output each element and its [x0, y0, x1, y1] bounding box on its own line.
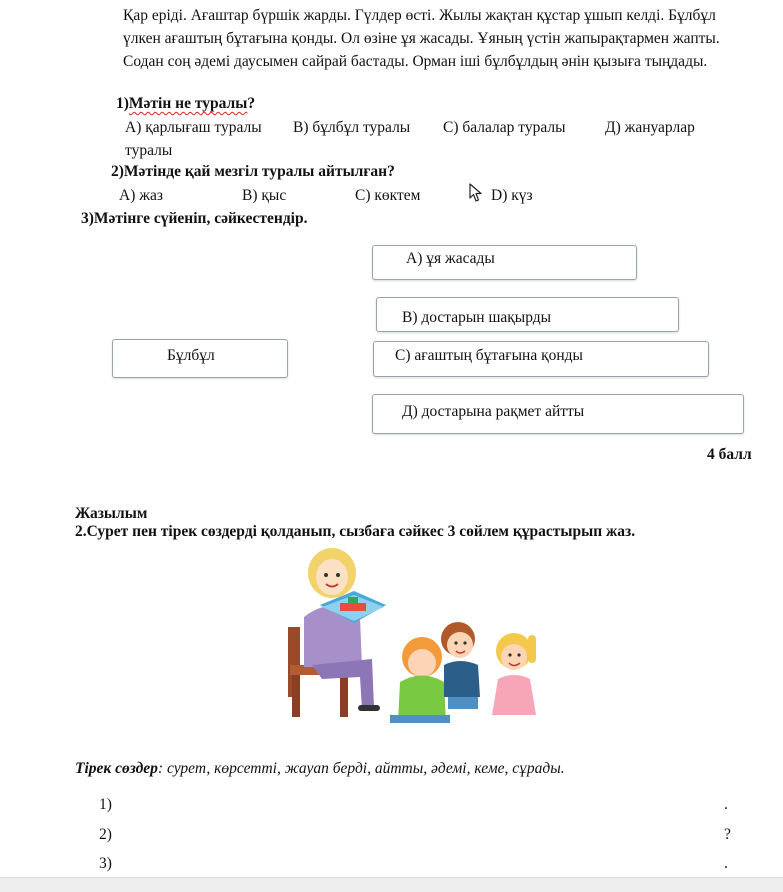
match-box-left: [112, 339, 288, 378]
match-box-d-label: Д) достарына рақмет айтты: [402, 403, 585, 420]
teacher-children-illustration: [282, 547, 552, 729]
writing-heading: Жазылым: [75, 505, 148, 522]
bottom-scroll-strip: [0, 877, 783, 892]
paragraph-text: Қар еріді. Ағаштар бүршік жарды. Гүлдер өсті. Жылы жақтан құстар ұшып келді. Бұлбұл үлкен ағаштың бұтағына қонды. Ол өзіне ұя жасады. Ұяның үстін жапырақтармен жапты. Содан соң әдемі даусымен сайрай бастады. Орман іші бұлбұлдың әнін қызыға тыңдады.: [123, 7, 720, 70]
answer-line-3-number: 3): [99, 855, 112, 872]
match-box-c: [373, 341, 709, 377]
match-box-b: [376, 297, 679, 332]
writing-task: 2.Сурет пен тірек сөздерді қолданып, сызбаға сәйкес 3 сөйлем құрастырып жаз.: [75, 523, 636, 540]
match-box-c-label: C) ағаштың бұтағына қонды: [395, 347, 583, 364]
answer-line-1-number: 1): [99, 796, 112, 813]
answer-line-1-end: .: [724, 796, 728, 813]
match-box-d: [372, 394, 744, 434]
q2-option-a: A) жаз: [119, 187, 163, 204]
support-words-list: : сурет, көрсетті, жауап берді, айтты, әдемі, кеме, сұрады.: [157, 760, 565, 777]
match-box-b-label: B) достарын шақырды: [402, 308, 552, 326]
q1-option-b: B) бұлбұл туралы: [293, 119, 411, 136]
match-box-left-label: Бұлбұл: [167, 346, 215, 364]
question-3-title: 3)Мәтінге сүйеніп, сәйкестендір.: [81, 210, 308, 227]
support-words-line: [75, 760, 565, 778]
q2-option-b: B) қыс: [242, 187, 287, 204]
answer-line-2-number: 2): [99, 826, 112, 843]
mouse-pointer-icon: [469, 183, 483, 203]
q1-option-d: Д) жануарлар: [605, 119, 695, 136]
answer-line-2-end: ?: [724, 826, 731, 843]
q2-option-c: C) көктем: [355, 187, 421, 204]
score-label: 4 балл: [707, 446, 752, 463]
support-words-label: Тірек сөздер: [75, 760, 158, 777]
question-1-title: 1)Мәтін не туралы?: [116, 95, 256, 112]
question-2-title: 2)Мәтінде қай мезгіл туралы айтылған?: [111, 163, 395, 180]
q1-option-c: C) балалар туралы: [443, 119, 566, 136]
reading-paragraph: [75, 4, 755, 73]
match-box-a: [372, 245, 637, 280]
question-1-underlined: Мәтін не туралы: [128, 95, 248, 112]
answer-line-3-end: .: [724, 855, 728, 872]
q1-option-d-wrap: туралы: [125, 142, 173, 159]
q2-option-d: D) күз: [491, 187, 533, 204]
q1-option-a: A) қарлығаш туралы: [125, 119, 262, 136]
match-box-a-label: A) ұя жасады: [406, 249, 495, 267]
